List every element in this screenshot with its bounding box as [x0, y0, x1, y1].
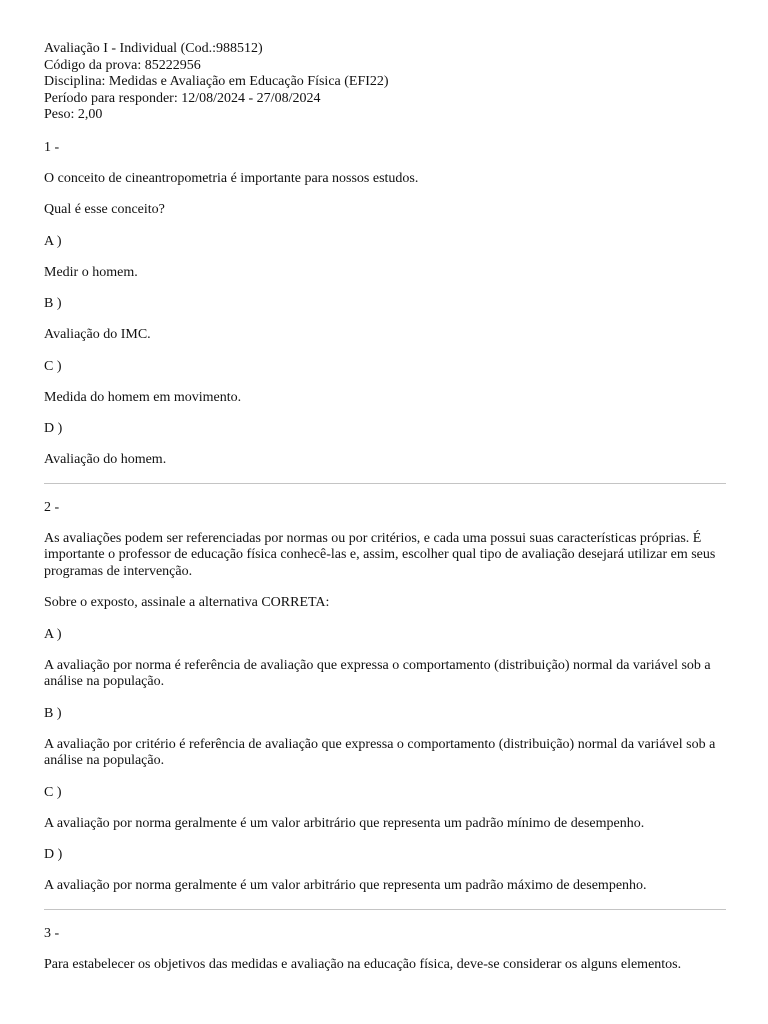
option-text-d[interactable]: Avaliação do homem. — [44, 452, 167, 467]
option-label-a[interactable]: A ) — [44, 233, 62, 249]
exam-title: Avaliação I - Individual (Cod.:988512) — [44, 41, 263, 56]
option-label-b[interactable]: B ) — [44, 296, 62, 311]
question-1 — [44, 140, 726, 469]
exam-code: Código da prova: 85222956 — [44, 57, 201, 73]
option-label-d[interactable]: D ) — [44, 421, 63, 436]
option-text-a[interactable]: A avaliação por norma é referência de avaliação que expressa o comportamento (distribuição) normal da variável sob a análise na população. — [44, 657, 711, 689]
question-3 — [44, 926, 726, 974]
option-text-b[interactable]: Avaliação do IMC. — [44, 327, 151, 342]
option-label-c[interactable]: C ) — [44, 358, 62, 374]
question-number: 1 - — [44, 139, 60, 155]
option-text-a[interactable]: Medir o homem. — [44, 264, 138, 280]
option-label-b[interactable]: B ) — [44, 705, 62, 721]
question-number: 3 - — [44, 925, 60, 941]
question-number: 2 - — [44, 499, 60, 515]
exam-discipline: Disciplina: Medidas e Avaliação em Educação Física (EFI22) — [44, 74, 389, 89]
question-prompt: Sobre o exposto, assinale a alternativa CORRETA: — [44, 595, 330, 610]
exam-period: Período para responder: 12/08/2024 - 27/08/2024 — [44, 90, 321, 106]
exam-header — [44, 41, 726, 124]
question-statement: O conceito de cineantropometria é importante para nossos estudos. — [44, 170, 419, 186]
question-2 — [44, 500, 726, 895]
option-text-b[interactable]: A avaliação por critério é referência de avaliação que expressa o comportamento (distribuição) normal da variável sob a análise na população. — [44, 736, 716, 768]
option-label-d[interactable]: D ) — [44, 847, 63, 862]
option-label-c[interactable]: C ) — [44, 784, 62, 800]
option-text-c[interactable]: Medida do homem em movimento. — [44, 389, 242, 405]
option-label-a[interactable]: A ) — [44, 626, 62, 642]
exam-weight: Peso: 2,00 — [44, 107, 103, 122]
option-text-d[interactable]: A avaliação por norma geralmente é um valor arbitrário que representa um padrão máximo de desempenho. — [44, 878, 647, 893]
option-text-c[interactable]: A avaliação por norma geralmente é um valor arbitrário que representa um padrão mínimo de desempenho. — [44, 815, 645, 831]
question-statement: Para estabelecer os objetivos das medidas e avaliação na educação física, deve-se considerar os alguns elementos. — [44, 956, 682, 972]
question-prompt: Qual é esse conceito? — [44, 202, 165, 217]
question-divider — [44, 483, 726, 484]
exam-document — [44, 41, 726, 973]
question-statement: As avaliações podem ser referenciadas por normas ou por critérios, e cada uma possui suas características próprias. É importante o professor de educação física conhecê-las e, assim, escolher qual tipo de avaliação desejará utilizar em seus programas de intervenção. — [44, 530, 716, 579]
question-divider — [44, 909, 726, 910]
